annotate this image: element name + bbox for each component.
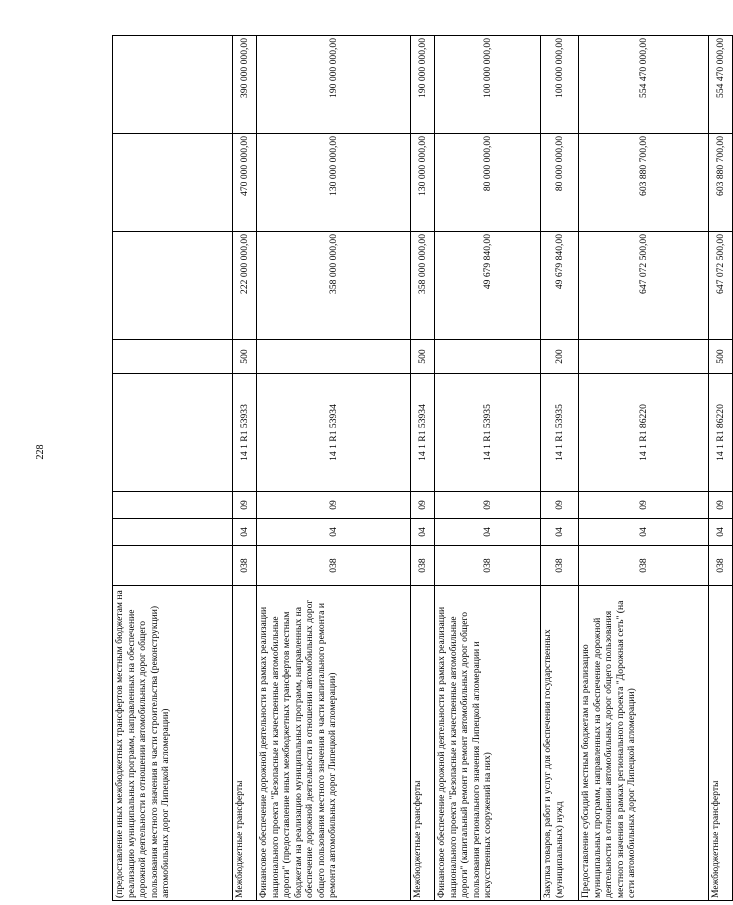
target-article-cell [113,374,233,492]
grbs-code-cell: 038 [411,546,435,586]
amount-year1-cell: 49 679 840,00 [541,232,579,340]
amount-year1-cell: 647 072 500,00 [579,232,709,340]
subsection-code-cell: 09 [579,492,709,519]
subsection-code-cell: 09 [411,492,435,519]
section-code-cell: 04 [435,519,541,546]
table-row [233,36,257,901]
row-name-cell: (предоставление иных межбюджетных трансфертов местным бюджетам на реализацию муниципальных программ, направленных на обеспечение дорожной деятельности в отношении автомобильных дорог общего пользования местного значения в части строительства (реконструкции) автомобильных дорог Липецкой агломерации) [113,586,233,901]
amount-year1-cell [113,232,233,340]
table-row [113,36,233,901]
amount-year3-cell: 390 000 000,00 [233,36,257,134]
amount-year2-cell: 603 880 700,00 [579,134,709,232]
grbs-code-cell [113,546,233,586]
section-code-cell: 04 [541,519,579,546]
table-row [579,36,709,901]
subsection-code-cell [113,492,233,519]
page-number: 228 [35,444,46,460]
amount-year3-cell: 554 470 000,00 [709,36,733,134]
table-row [257,36,411,901]
expense-type-cell: 200 [541,340,579,374]
grbs-code-cell: 038 [435,546,541,586]
row-name-cell: Межбюджетные трансферты [411,586,435,901]
expense-type-cell: 500 [411,340,435,374]
subsection-code-cell: 09 [709,492,733,519]
target-article-cell: 14 1 R1 53933 [233,374,257,492]
expense-type-cell [257,340,411,374]
section-code-cell: 04 [709,519,733,546]
amount-year1-cell: 49 679 840,00 [435,232,541,340]
section-code-cell [113,519,233,546]
amount-year2-cell: 130 000 000,00 [411,134,435,232]
row-name-cell: Межбюджетные трансферты [233,586,257,901]
target-article-cell: 14 1 R1 53934 [257,374,411,492]
subsection-code-cell: 09 [257,492,411,519]
target-article-cell: 14 1 R1 53935 [435,374,541,492]
grbs-code-cell: 038 [541,546,579,586]
grbs-code-cell: 038 [579,546,709,586]
amount-year2-cell: 470 000 000,00 [233,134,257,232]
target-article-cell: 14 1 R1 86220 [579,374,709,492]
table-row [435,36,541,901]
amount-year1-cell: 358 000 000,00 [257,232,411,340]
amount-year2-cell: 130 000 000,00 [257,134,411,232]
section-code-cell: 04 [233,519,257,546]
section-code-cell: 04 [411,519,435,546]
expense-type-cell [435,340,541,374]
rotated-table-wrapper [112,36,726,901]
expense-type-cell: 500 [709,340,733,374]
grbs-code-cell: 038 [709,546,733,586]
row-name-cell: Финансовое обеспечение дорожной деятельности в рамках реализации национального проекта "Безопасные и качественные автомобильные дороги" (капитальный ремонт и ремонт автомобильных дорог общего пользования регионального значения Липецкой агломерации и искусственных сооружений на них) [435,586,541,901]
amount-year1-cell: 222 000 000,00 [233,232,257,340]
amount-year2-cell [113,134,233,232]
amount-year1-cell: 358 000 000,00 [411,232,435,340]
amount-year3-cell [113,36,233,134]
budget-table [112,35,733,901]
section-code-cell: 04 [257,519,411,546]
row-name-cell: Финансовое обеспечение дорожной деятельности в рамках реализации национального проекта "Безопасные и качественные автомобильные дороги" (предоставление иных межбюджетных трансфертов местным бюджетам на реализацию муниципальных программ, направленных на обеспечение дорожной деятельности в отношении автомобильных дорог общего пользования местного значения в части капитального ремонта и ремонта автомобильных дорог Липецкой агломерации) [257,586,411,901]
expense-type-cell [113,340,233,374]
amount-year3-cell: 190 000 000,00 [257,36,411,134]
expense-type-cell: 500 [233,340,257,374]
budget-table-body [113,36,733,901]
subsection-code-cell: 09 [435,492,541,519]
amount-year3-cell: 100 000 000,00 [541,36,579,134]
target-article-cell: 14 1 R1 86220 [709,374,733,492]
amount-year2-cell: 80 000 000,00 [435,134,541,232]
table-row [411,36,435,901]
target-article-cell: 14 1 R1 53935 [541,374,579,492]
expense-type-cell [579,340,709,374]
grbs-code-cell: 038 [233,546,257,586]
row-name-cell: Межбюджетные трансферты [709,586,733,901]
subsection-code-cell: 09 [541,492,579,519]
amount-year3-cell: 554 470 000,00 [579,36,709,134]
row-name-cell: Закупка товаров, работ и услуг для обеспечения государственных (муниципальных) нужд [541,586,579,901]
amount-year2-cell: 80 000 000,00 [541,134,579,232]
target-article-cell: 14 1 R1 53934 [411,374,435,492]
amount-year1-cell: 647 072 500,00 [709,232,733,340]
grbs-code-cell: 038 [257,546,411,586]
table-row [541,36,579,901]
row-name-cell: Предоставление субсидий местным бюджетам на реализацию муниципальных программ, направленных на обеспечение дорожной деятельности в отношении автомобильных дорог общего пользования местного значения в рамках регионального проекта "Дорожная сеть" (на сети автомобильных дорог Липецкой агломерации) [579,586,709,901]
amount-year3-cell: 190 000 000,00 [411,36,435,134]
amount-year2-cell: 603 880 700,00 [709,134,733,232]
section-code-cell: 04 [579,519,709,546]
table-row [709,36,733,901]
amount-year3-cell: 100 000 000,00 [435,36,541,134]
subsection-code-cell: 09 [233,492,257,519]
